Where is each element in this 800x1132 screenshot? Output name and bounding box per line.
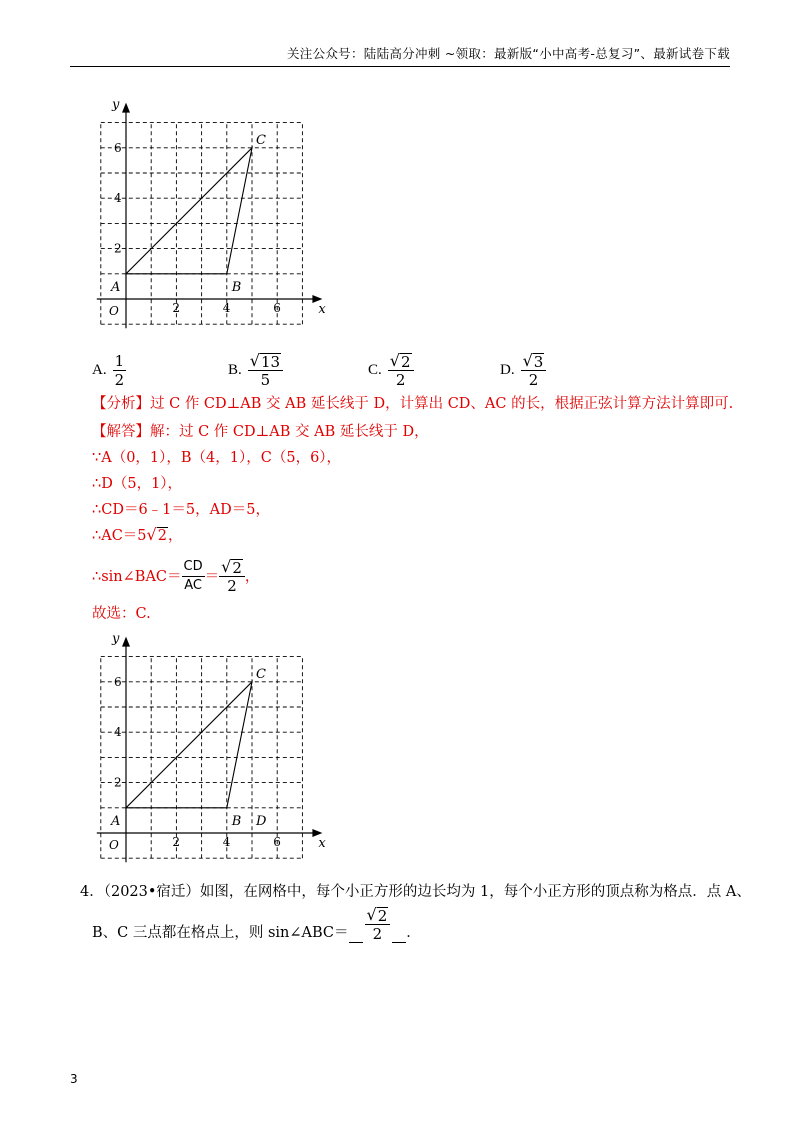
point-b-label: B [231,813,242,829]
solution-line-4: ∴AC＝5 √ 2 ， [92,525,183,544]
y-axis-arrow-icon [122,637,130,647]
grid-lines [101,123,303,325]
option-c[interactable] [368,352,414,389]
x-tick-label: 4 [222,301,231,315]
option-a[interactable] [92,352,126,389]
point-d-label: D [256,813,267,829]
solution-line-3: ∴CD＝6﹣1＝5，AD＝5， [92,502,270,518]
grid-lines [101,657,303,859]
x-tick-label: 2 [172,835,181,849]
solution-intro-line [92,422,429,442]
solution-line-6: 故选：C. [92,606,151,622]
x-tick-label: 4 [222,835,231,849]
question-4-line-2: B、C 三点都在格点上，则 sin∠ABC＝ √ 2 2 ． [92,905,421,943]
y-tick-label: 4 [114,191,122,206]
answer-blank-right [392,928,406,943]
origin-label: O [109,304,119,318]
analysis-text: 过 C 作 CD⊥AB 交 AB 延长线于 D，计算出 CD、AC 的长，根据正弦计算方法计算即可. [150,396,734,412]
option-letter: C. [368,362,382,378]
sqrt2-over-2-fraction: √ 2 2 [219,558,245,595]
solution-line-2: ∴D（5，1）， [92,476,183,492]
point-c-label: C [256,666,266,682]
y-axis-arrow-icon [122,103,130,113]
option-letter: A. [92,362,107,378]
triangle-abc [126,682,252,808]
x-axis-label: x [318,302,326,317]
y-axis-label: y [112,97,120,113]
analysis-tag: 【分析】 [92,396,150,412]
y-tick-label: 6 [114,674,122,689]
solution-intro: 解：过 C 作 CD⊥AB 交 AB 延长线于 D， [150,424,429,440]
question-4-line-1: 4．（2023•宿迁）如图，在网格中，每个小正方形的边长均为 1，每个小正方形的顶点称为格点．点 A、 [80,884,751,900]
y-tick-label: 4 [114,725,122,740]
analysis-line [92,394,733,414]
y-tick-label: 6 [114,140,122,155]
y-tick-label: 2 [114,775,122,790]
option-fraction: $\frac{1}{2}$ [114,352,125,389]
x-tick-label: 6 [273,301,281,315]
point-c-label: C [256,132,266,148]
answer-blank-left [349,928,363,943]
solution-line-5: ∴sin∠BAC＝ $\frac{CD}{AC}$ ＝ √ 2 2 ， [92,557,260,595]
y-tick-label: 2 [114,241,122,256]
option-fraction: √ 13 5 [248,352,283,389]
y-axis-label: y [112,631,120,647]
origin-label: O [109,838,119,852]
option-fraction: √ 3 2 [521,352,547,389]
point-a-label: A [111,279,121,295]
option-b[interactable] [228,352,283,389]
option-d[interactable] [500,352,546,389]
x-tick-label: 2 [172,301,181,315]
point-a-label: A [111,813,121,829]
solution-tag: 【解答】 [92,424,150,440]
page-number: 3 [70,1072,78,1086]
triangle-abc [126,148,252,274]
page-header: 关注公众号：陆陆高分冲刺 ~领取：最新版“小中高考-总复习”、最新试卷下载 [70,44,730,67]
point-b-label: B [231,279,242,295]
cd-over-ac-fraction: $\frac{CD}{AC}$ [183,559,203,593]
x-axis-label: x [318,836,326,851]
option-letter: B. [228,362,242,378]
coordinate-grid-figure-2 [88,626,338,871]
x-tick-label: 6 [273,835,281,849]
sqrt-expression: √ 2 [146,525,167,544]
answer-fraction: √ 2 2 [365,906,391,943]
solution-line-1: ∵A（0，1），B（4，1），C（5，6）， [92,450,342,466]
option-fraction: √ 2 2 [388,352,414,389]
coordinate-grid-figure-1 [88,92,338,337]
option-letter: D. [500,362,515,378]
